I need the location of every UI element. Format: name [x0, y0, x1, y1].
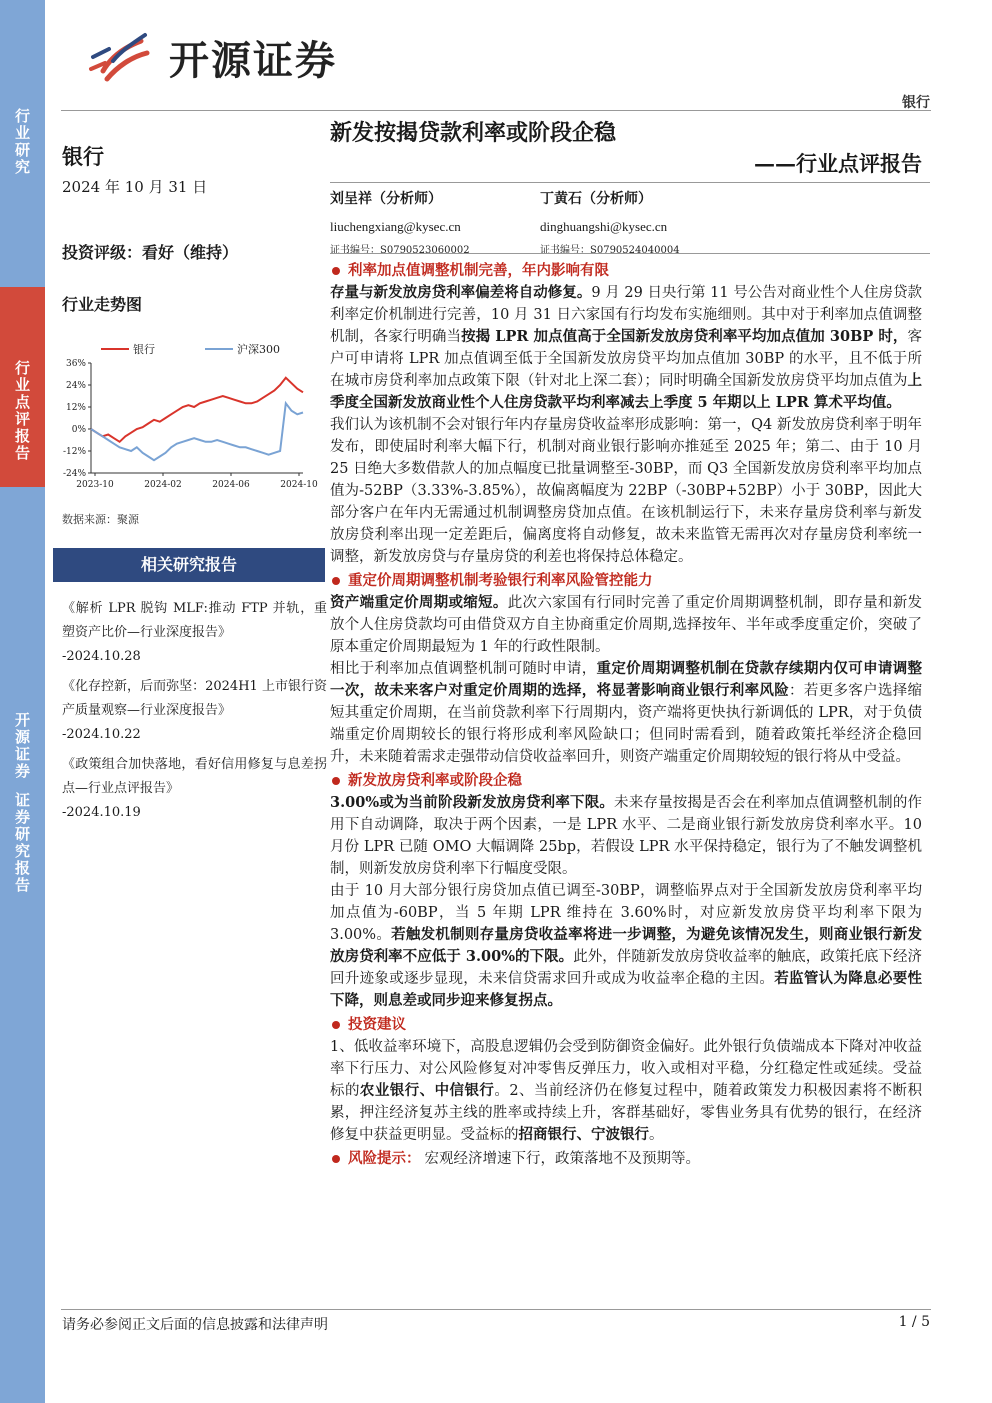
text-run: ：若更多客户选择缩短其重定价周期，在当前贷款利率下行周期内，资产端将更快执行新调低的 LPR，对于负债端重定价周期较长的银行将形成利率风险缺口；但同时需看到，随着政策托举经济企稳回升，未来随着需求走强带动信贷收益率回升，则资产端重定价周期较短的银行将从中受益。 — [330, 683, 923, 765]
text-run: 1、低收益率环境下，高股息逻辑仍会受到防御资金偏好。此外银行负债端成本下降对冲收益率下行压力、对公风险修复对冲零售反弹压力，收入或相对平稳，分红稳定性或延续。受益标的 — [330, 1039, 922, 1099]
paragraph: 我们认为该机制不会对银行年内存量房贷收益率形成影响：第一，Q4 新发放房贷利率于明年发布，即使届时利率大幅下行，机制对商业银行影响亦推延至 2025 年；第二、由于 10 月 25 日绝大多数借款人的加点幅度已批量调整至-30BP，而 Q3 全国新发放房贷利率平均加点值为-52BP（3.33%-3.85%），故偏离幅度为 22BP（-30BP+52BP）小于 30BP，因此大部分客户在年内无需通过机制调整房贷加点值。在该机制运行下，未来存量房贷利率与新发放房贷利率出现一定差距后，偏离度将自动修复，故未来监管无需再次对存量房贷利率统一调整，新发放房贷与存量房贷的利差也将保持总体稳定。 — [330, 417, 922, 565]
bold-run: 重定价周期调整机制在贷款存续期内仅可申请调整一次，故未来客户对重定价周期的选择，将显著影响商业银行利率风险 — [330, 660, 923, 699]
section-heading — [330, 260, 922, 282]
author-cert: 证书编号：S0790524040004 — [540, 245, 680, 256]
section-heading — [330, 570, 922, 592]
bullet-dot-icon — [332, 577, 340, 585]
title-divider — [330, 182, 930, 183]
related-report-item[interactable] — [62, 675, 327, 747]
bold-run: 若监管认为降息必要性下降，则息差或同步迎来修复拐点。 — [330, 970, 923, 1009]
text-run: 相比于利率加点值调整机制可随时申请， — [330, 661, 597, 677]
y-tick-label: 12% — [65, 403, 86, 413]
legend-label: 银行 — [133, 343, 155, 356]
sidebar-top-label: 行 业 研 究 — [14, 107, 30, 176]
footer-divider — [61, 1309, 931, 1310]
authors-divider — [330, 253, 930, 254]
left-sector: 银行 — [62, 144, 104, 169]
y-tick-label: -24% — [62, 469, 86, 479]
section-heading-text: 利率加点值调整机制完善，年内影响有限 — [348, 262, 609, 279]
trend-chart — [55, 333, 327, 503]
y-tick-label: -12% — [62, 447, 86, 457]
text-run: 此外，伴随新发放房贷收益率的触底，政策托底下经济回升迹象或逐步显现，未来信贷需求回升或成为收益率企稳的主因。 — [330, 949, 923, 987]
x-tick-label: 2024-10 — [280, 480, 318, 490]
bold-lead: 资产端重定价周期或缩短。 — [330, 594, 508, 611]
author-name: 刘呈祥（分析师） — [330, 191, 442, 207]
text-run: 未来存量按揭是否会在利率加点值调整机制的作用下自动调降，取决于两个因素，一是 LPR 水平、二是商业银行新发放房贷利率水平。10 月份 LPR 已随 OMO 大幅调降 25bp，若假设 LPR 水平保持稳定，银行为了不触发调整机制，则新发放房贷利率下行幅度受限。 — [330, 795, 923, 877]
trend-chart-svg — [55, 333, 327, 503]
bold-lead: 3.00%或为当前阶段新发放房贷利率下限。 — [330, 794, 615, 811]
author-name: 丁黄石（分析师） — [540, 191, 652, 207]
report-subtitle: ——行业点评报告 — [754, 151, 922, 176]
paragraph — [330, 1036, 922, 1146]
investment-rating: 投资评级：看好（维持） — [62, 243, 239, 262]
chart-source: 数据来源：聚源 — [62, 513, 139, 526]
header-sector-tag: 银行 — [902, 95, 930, 111]
bold-run: 若触发机制则存量房贷收益率将进一步调整，为避免该情况发生，则商业银行新发放房贷利率不应低于 3.00%的下限。 — [330, 926, 922, 965]
report-date: 2024 年 10 月 31 日 — [62, 178, 208, 196]
paragraph — [330, 592, 922, 658]
y-tick-label: 24% — [65, 381, 86, 391]
related-report-date: -2024.10.22 — [62, 727, 141, 742]
paragraph — [330, 282, 922, 414]
bold-run: 农业银行、中信银行 — [359, 1082, 495, 1099]
sidebar-middle-label: 行 业 点 评 报 告 — [14, 359, 30, 462]
page-number: 1 / 5 — [898, 1314, 930, 1330]
bullet-dot-icon — [332, 1021, 340, 1029]
text-run: 9 月 29 日央行第 11 号公告对商业性个人住房贷款利率定价机制进行完善，10 月 31 日六家国有行均发布实施细则。其中对于利率加点值调整机制，各家行明确当 — [330, 285, 923, 345]
related-report-title[interactable]: 《政策组合加快落地，看好信用修复与息差拐点—行业点评报告》 — [62, 757, 327, 796]
risk-text: 宏观经济增速下行，政策落地不及预期等。 — [424, 1151, 700, 1167]
report-title: 新发按揭贷款利率或阶段企稳 — [330, 120, 617, 146]
paragraph — [330, 880, 922, 1012]
related-report-item[interactable] — [62, 753, 327, 825]
x-tick-label: 2024-02 — [144, 480, 182, 490]
text-run: 客户可申请将 LPR 加点值调至低于全国新发放房贷平均加点值加 30BP 的水平，且不低于所在城市房贷利率加点政策下限（针对北上深二套）；同时明确全国新发放房贷平均加点值为 — [330, 329, 922, 389]
related-reports-heading: 相关研究报告 — [53, 548, 325, 582]
company-logo — [85, 26, 337, 88]
author-email[interactable]: dinghuangshi@kysec.cn — [540, 219, 668, 234]
sidebar-band — [0, 0, 45, 1403]
x-tick-label: 2024-06 — [212, 480, 250, 490]
trend-chart-title: 行业走势图 — [62, 295, 143, 314]
related-report-date: -2024.10.28 — [62, 649, 141, 664]
text-run: 此次六家国有行同时完善了重定价周期调整机制，即存量和新发放个人住房贷款均可由借贷双方自主协商重定价周期,选择按年、半年或季度重定价，突破了原本重定价周期最短为 1 年的行政性限制。 — [330, 595, 923, 655]
section-heading — [330, 770, 922, 792]
related-report-title[interactable]: 《解析 LPR 脱钩 MLF:推动 FTP 并轨，重塑资产比价—行业深度报告》 — [62, 601, 327, 640]
section-heading-text: 新发放房贷利率或阶段企稳 — [348, 772, 522, 789]
logo-mark-icon — [85, 27, 165, 87]
bullet-dot-icon — [332, 267, 340, 275]
legend-label: 沪深300 — [237, 343, 280, 356]
paragraph — [330, 792, 922, 880]
related-report-title[interactable]: 《化存控新，后而弥坚：2024H1 上市银行资产质量观察—行业深度报告》 — [62, 679, 327, 718]
y-tick-label: 0% — [71, 425, 86, 435]
risk-label: 风险提示： — [348, 1150, 421, 1167]
related-report-date: -2024.10.19 — [62, 805, 141, 820]
risk-line — [330, 1148, 922, 1170]
report-body — [330, 258, 922, 1170]
logo-wordmark: 开源证券 — [169, 37, 337, 84]
series-line-bank — [91, 378, 303, 442]
header-divider — [61, 110, 931, 111]
author-1 — [330, 188, 470, 256]
text-run: 。2、当前经济仍在修复过程中，随着政策发力积极因素将不断积累，押注经济复苏主线的胜率或持续上升，客群基础好，零售业务具有优势的银行，在经济修复中获益更明显。受益标的 — [330, 1083, 922, 1143]
bold-run: 按揭 LPR 加点值高于全国新发放房贷利率平均加点值加 30BP 时， — [461, 328, 908, 345]
related-report-item[interactable] — [62, 597, 327, 669]
bold-lead: 存量与新发放房贷利率偏差将自动修复。 — [330, 284, 592, 301]
bold-run: 招商银行、宁波银行 — [518, 1126, 649, 1143]
sidebar-bottom-label-1: 开 源 证 券 — [14, 711, 30, 780]
author-cert: 证书编号：S0790523060002 — [330, 245, 470, 256]
text-run: 。 — [649, 1127, 664, 1143]
x-tick-label: 2023-10 — [76, 480, 114, 490]
author-email[interactable]: liuchengxiang@kysec.cn — [330, 219, 461, 234]
paragraph — [330, 658, 922, 768]
footer-disclaimer[interactable]: 请务必参阅正文后面的信息披露和法律声明 — [62, 1317, 328, 1333]
related-reports-list — [62, 597, 327, 831]
y-tick-label: 36% — [65, 359, 86, 369]
text-run: 由于 10 月大部分银行房贷加点值已调至-30BP，调整临界点对于全国新发放房贷利率平均加点值为-60BP，当 5 年期 LPR 维持在 3.60%时，对应新发放房贷平均利率下限为 3.00%。 — [330, 883, 922, 943]
bold-run: 上季度全国新发放商业性个人住房贷款平均利率减去上季度 5 年期以上 LPR 算术平均值。 — [330, 372, 922, 411]
series-line-csi300 — [91, 403, 303, 460]
section-heading — [330, 1014, 922, 1036]
section-heading-text: 重定价周期调整机制考验银行利率风险管控能力 — [348, 572, 653, 589]
sidebar-bottom-label-2: 证 券 研 究 报 告 — [14, 791, 30, 894]
author-2 — [540, 188, 680, 256]
bullet-dot-icon — [332, 1155, 340, 1163]
bullet-dot-icon — [332, 777, 340, 785]
section-heading-text: 投资建议 — [348, 1016, 406, 1033]
